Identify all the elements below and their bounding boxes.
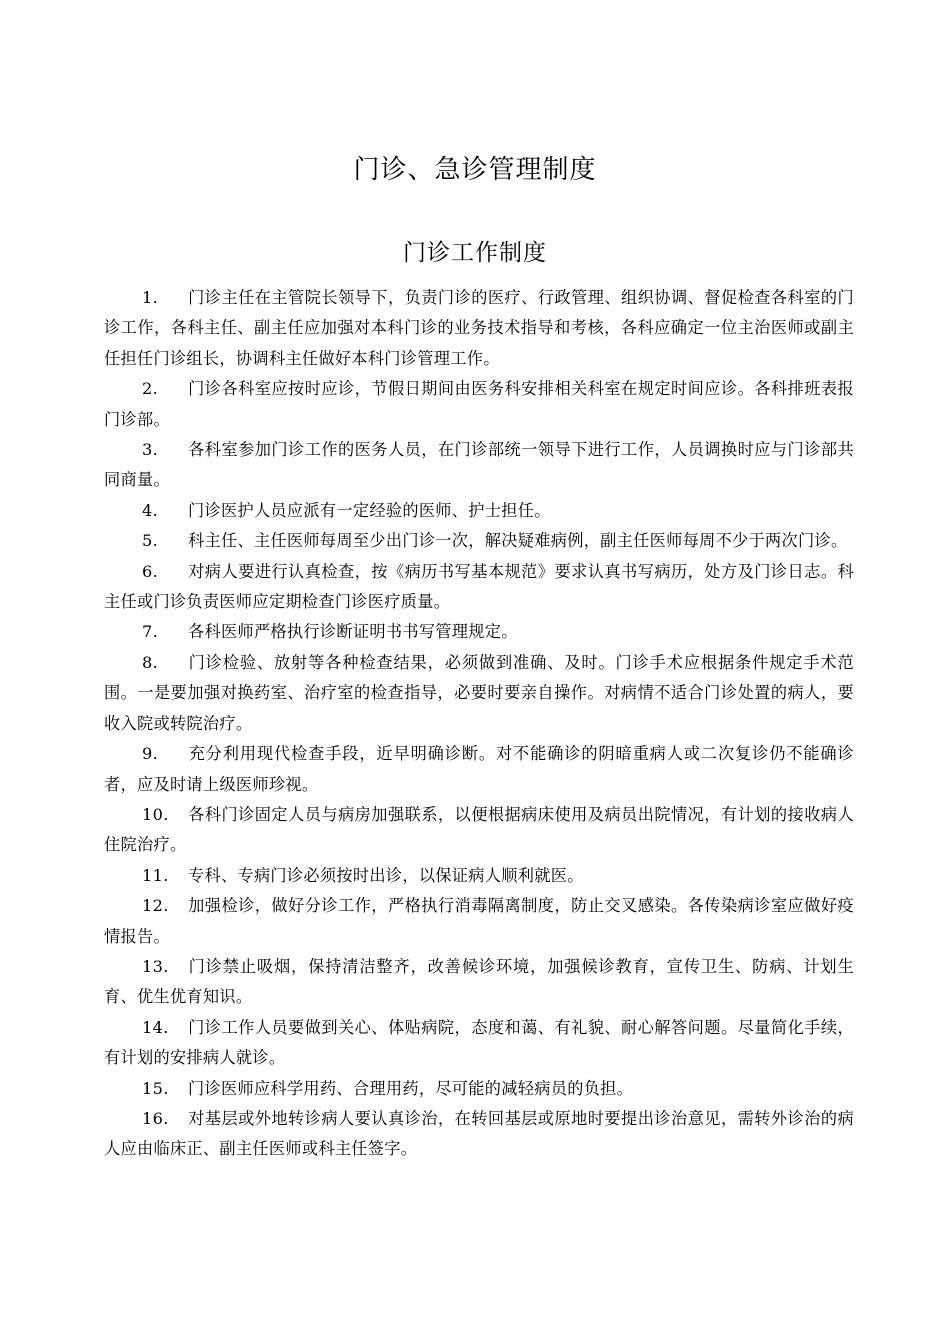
rule-item: [104, 496, 854, 526]
rule-text: 充分利用现代检查手段，近早明确诊断。对不能确诊的阴暗重病人或二次复诊仍不能确诊者，应及时请上级医师珍视。: [104, 744, 854, 794]
rule-text: 门诊主任在主管院长领导下，负责门诊的医疗、行政管理、组织协调、督促检查各科室的门诊工作，各科主任、副主任应加强对本科门诊的业务技术指导和考核，各科应确定一位主治医师或副主任担任门诊组长，协调科主任做好本科门诊管理工作。: [104, 288, 854, 368]
rule-item: [104, 861, 854, 891]
rule-number: 8.: [142, 652, 159, 672]
rule-text: 各科室参加门诊工作的医务人员，在门诊部统一领导下进行工作，人员调换时应与门诊部共同商量。: [104, 440, 854, 490]
rule-list: [104, 283, 854, 1165]
rule-text: 加强检诊，做好分诊工作，严格执行消毒隔离制度，防止交叉感染。各传染病诊室应做好疫情报告。: [104, 896, 854, 946]
rule-item: [104, 952, 854, 1013]
rule-number: 1.: [142, 288, 159, 307]
rule-item: [104, 283, 854, 374]
rule-text: 对病人要进行认真检查，按《病历书写基本规范》要求认真书写病历，处方及门诊日志。科主任或门诊负责医师应定期检查门诊医疗质量。: [104, 561, 854, 612]
rule-text: 门诊医师应科学用药、合理用药，尽可能的减轻病员的负担。: [188, 1078, 634, 1098]
rule-text: 各科医师严格执行诊断证明书书写管理规定。: [188, 622, 518, 642]
rule-text: 对基层或外地转诊病人要认真诊治，在转回基层或原地时要提出诊治意见，需转外诊治的病人应由临床正、副主任医师或科主任签字。: [104, 1108, 854, 1159]
rule-item: [104, 739, 854, 800]
rule-number: 14.: [142, 1017, 169, 1037]
rule-text: 门诊医护人员应派有一定经验的医师、护士担任。: [188, 500, 551, 520]
rule-number: 11.: [142, 865, 169, 885]
rule-text: 科主任、主任医师每周至少出门诊一次，解决疑难病例，副主任医师每周不少于两次门诊。: [188, 531, 848, 551]
rule-number: 9.: [142, 744, 159, 764]
rule-text: 各科门诊固定人员与病房加强联系，以便根据病床使用及病员出院情况，有计划的接收病人住院治疗。: [104, 804, 854, 855]
rule-item: [104, 891, 854, 952]
rule-text: 门诊禁止吸烟，保持清洁整齐，改善候诊环境，加强候诊教育，宣传卫生、防病、计划生育、优生优育知识。: [104, 956, 854, 1007]
rule-number: 6.: [142, 561, 159, 581]
rule-text: 门诊工作人员要做到关心、体贴病院，态度和蔼、有礼貌、耐心解答问题。尽量简化手续，有计划的安排病人就诊。: [104, 1017, 854, 1068]
rule-number: 3.: [142, 440, 159, 460]
rule-item: [104, 1074, 854, 1104]
rule-number: 12.: [142, 896, 169, 916]
rule-number: 10.: [142, 804, 169, 824]
rule-number: 2.: [142, 379, 159, 399]
rule-number: 15.: [142, 1078, 169, 1098]
rule-item: [104, 1013, 854, 1074]
rule-item: [104, 435, 854, 496]
rule-number: 4.: [142, 500, 159, 520]
section-title: 门诊工作制度: [403, 240, 547, 266]
rule-text: 门诊各科室应按时应诊，节假日期间由医务科安排相关科室在规定时间应诊。各科排班表报门诊部。: [104, 379, 854, 429]
rule-item: [104, 617, 854, 647]
rule-number: 16.: [142, 1108, 169, 1128]
rule-number: 13.: [142, 956, 169, 976]
document-title: 门诊、急诊管理制度: [353, 155, 597, 185]
rule-item: [104, 800, 854, 861]
rule-item: [104, 526, 854, 556]
rule-text: 门诊检验、放射等各种检查结果，必须做到准确、及时。门诊手术应根据条件规定手术范围。一是要加强对换药室、治疗室的检查指导，必要时要亲自操作。对病情不适合门诊处置的病人，要收入院或转院治疗。: [104, 652, 854, 733]
rule-item: [104, 557, 854, 618]
rule-item: [104, 648, 854, 739]
rule-number: 5.: [142, 531, 159, 551]
rule-text: 专科、专病门诊必须按时出诊，以保证病人顺利就医。: [188, 865, 584, 885]
rule-item: [104, 374, 854, 435]
rule-number: 7.: [142, 622, 159, 642]
rule-item: [104, 1104, 854, 1165]
